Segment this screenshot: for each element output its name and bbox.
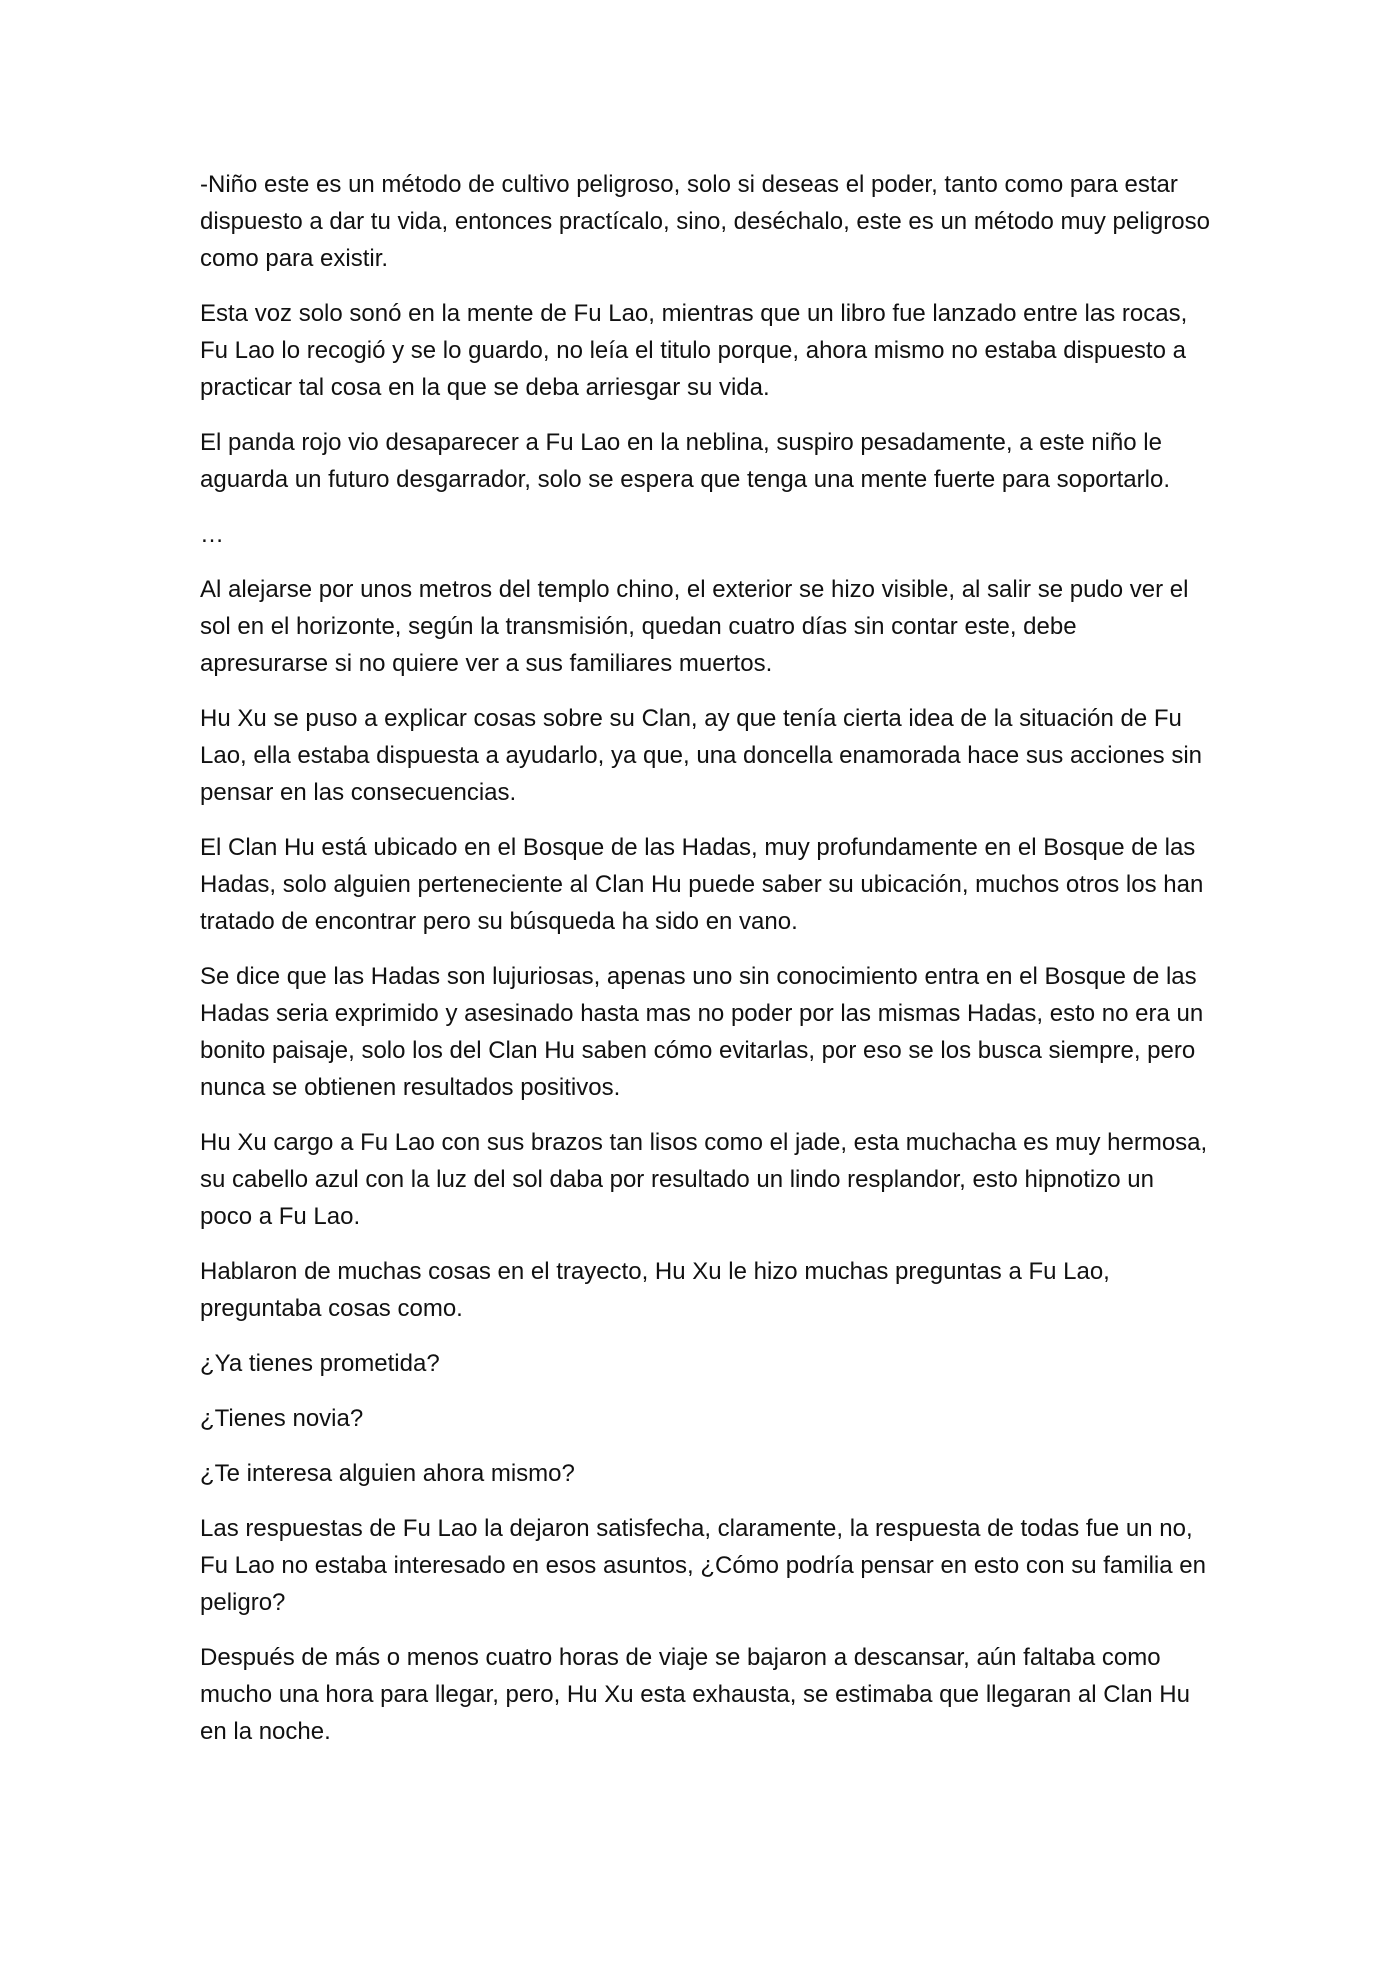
paragraph: El panda rojo vio desaparecer a Fu Lao en la neblina, suspiro pesadamente, a este niño le aguarda un futuro desgarrador, solo se espera que tenga una mente fuerte para soportarlo.	[200, 429, 1170, 493]
question-line: ¿Te interesa alguien ahora mismo?	[200, 1460, 575, 1487]
scene-break: …	[200, 521, 224, 548]
paragraph: Hu Xu cargo a Fu Lao con sus brazos tan lisos como el jade, esta muchacha es muy hermosa, su cabello azul con la luz del sol daba por resultado un lindo resplandor, esto hipnotizo un poco a Fu Lao.	[200, 1129, 1208, 1230]
paragraph: Hablaron de muchas cosas en el trayecto, Hu Xu le hizo muchas preguntas a Fu Lao, preguntaba cosas como.	[200, 1258, 1110, 1322]
paragraph: El Clan Hu está ubicado en el Bosque de las Hadas, muy profundamente en el Bosque de las Hadas, solo alguien perteneciente al Clan Hu puede saber su ubicación, muchos otros los han tratado de encontrar pero su búsqueda ha sido en vano.	[200, 834, 1204, 935]
paragraph: Las respuestas de Fu Lao la dejaron satisfecha, claramente, la respuesta de todas fue un no, Fu Lao no estaba interesado en esos asuntos, ¿Cómo podría pensar en esto con su familia en peligro?	[200, 1515, 1206, 1616]
paragraph: Después de más o menos cuatro horas de viaje se bajaron a descansar, aún faltaba como mucho una hora para llegar, pero, Hu Xu esta exhausta, se estimaba que llegaran al Clan Hu en la noche.	[200, 1644, 1190, 1745]
paragraph: Esta voz solo sonó en la mente de Fu Lao, mientras que un libro fue lanzado entre las rocas, Fu Lao lo recogió y se lo guardo, no leía el titulo porque, ahora mismo no estaba dispuesto a practicar tal cosa en la que se deba arriesgar su vida.	[200, 300, 1188, 401]
question-line: ¿Ya tienes prometida?	[200, 1350, 440, 1377]
paragraph: Se dice que las Hadas son lujuriosas, apenas uno sin conocimiento entra en el Bosque de las Hadas seria exprimido y asesinado hasta mas no poder por las mismas Hadas, esto no era un bonito paisaje, solo los del Clan Hu saben cómo evitarlas, por eso se los busca siempre, pero nunca se obtienen resultados positivos.	[200, 963, 1204, 1101]
question-line: ¿Tienes novia?	[200, 1405, 364, 1432]
paragraph: -Niño este es un método de cultivo peligroso, solo si deseas el poder, tanto como para estar dispuesto a dar tu vida, entonces practícalo, sino, deséchalo, este es un método muy peligroso como para existir.	[200, 171, 1210, 272]
document-body	[200, 166, 1210, 1768]
paragraph: Hu Xu se puso a explicar cosas sobre su Clan, ay que tenía cierta idea de la situación de Fu Lao, ella estaba dispuesta a ayudarlo, ya que, una doncella enamorada hace sus acciones sin pensar en las consecuencias.	[200, 705, 1203, 806]
paragraph: Al alejarse por unos metros del templo chino, el exterior se hizo visible, al salir se pudo ver el sol en el horizonte, según la transmisión, quedan cuatro días sin contar este, debe apresurarse si no quiere ver a sus familiares muertos.	[200, 576, 1189, 677]
